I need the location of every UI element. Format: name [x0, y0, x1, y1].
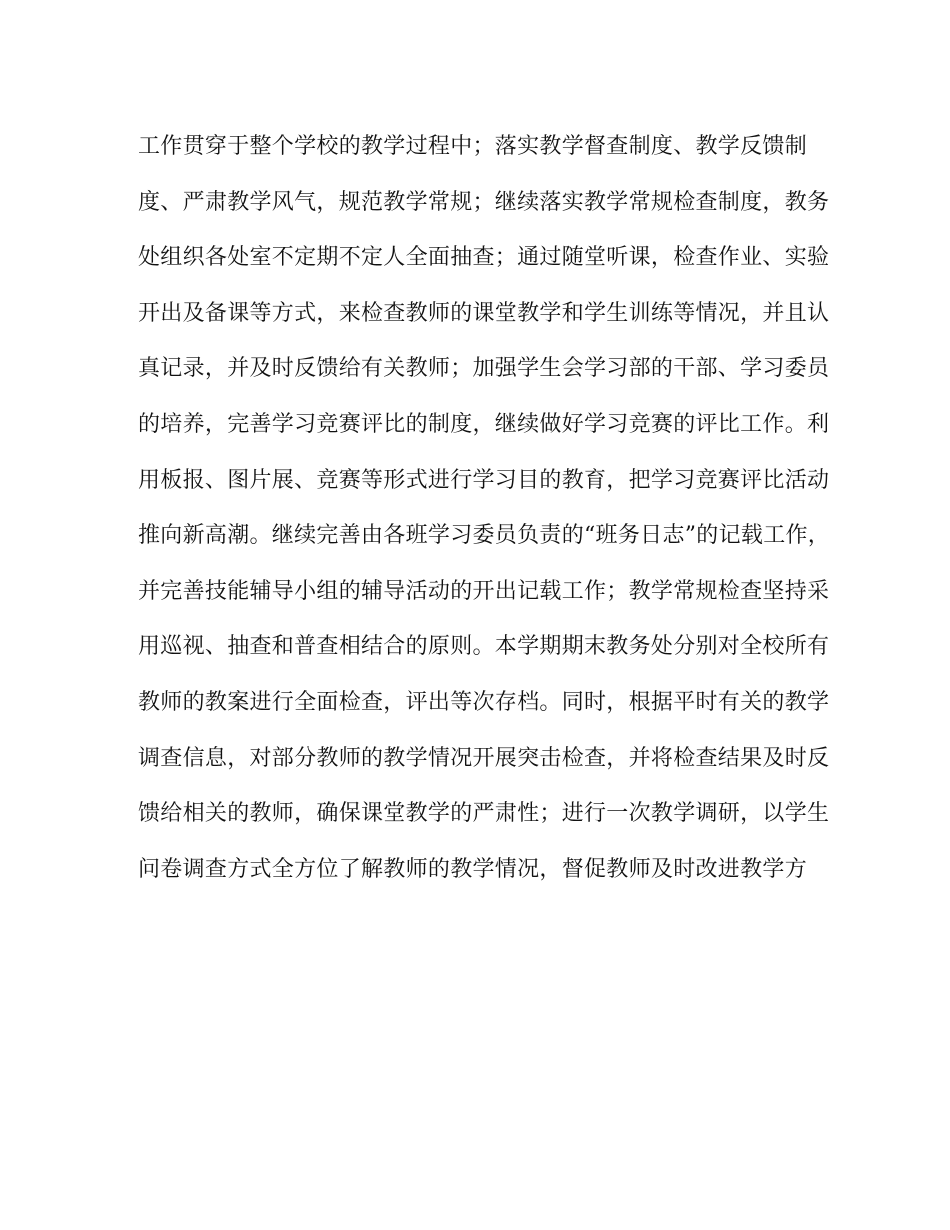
- text-line: 用板报、图片展、竞赛等形式进行学习目的教育，把学习竞赛评比活动: [138, 467, 830, 493]
- text-line: 推向新高潮。继续完善由各班学习委员负责的“班务日志”的记载工作，: [138, 523, 831, 549]
- text-line: 问卷调查方式全方位了解教师的教学情况，督促教师及时改进教学方: [138, 856, 808, 882]
- text-line: 馈给相关的教师，确保课堂教学的严肃性；进行一次教学调研，以学生: [138, 801, 830, 827]
- text-line: 度、严肃教学风气，规范教学常规；继续落实教学常规检查制度，教务: [138, 189, 830, 215]
- text-line: 处组织各处室不定期不定人全面抽查；通过随堂听课，检查作业、实验: [138, 245, 830, 271]
- text-line: 开出及备课等方式，来检查教师的课堂教学和学生训练等情况，并且认: [138, 300, 830, 326]
- text-line: 教师的教案进行全面检查，评出等次存档。同时，根据平时有关的教学: [138, 689, 830, 715]
- body-paragraph: [138, 119, 831, 897]
- text-line: 工作贯穿于整个学校的教学过程中；落实教学督查制度、教学反馈制: [138, 134, 808, 159]
- text-line: 并完善技能辅导小组的辅导活动的开出记载工作；教学常规检查坚持采: [138, 578, 830, 604]
- text-line: 调查信息，对部分教师的教学情况开展突击检查，并将检查结果及时反: [138, 745, 830, 771]
- text-line: 用巡视、抽查和普查相结合的原则。本学期期末教务处分别对全校所有: [138, 634, 830, 660]
- text-line: 真记录，并及时反馈给有关教师；加强学生会学习部的干部、学习委员: [138, 356, 830, 382]
- text-line: 的培养，完善学习竞赛评比的制度，继续做好学习竞赛的评比工作。利: [138, 411, 830, 437]
